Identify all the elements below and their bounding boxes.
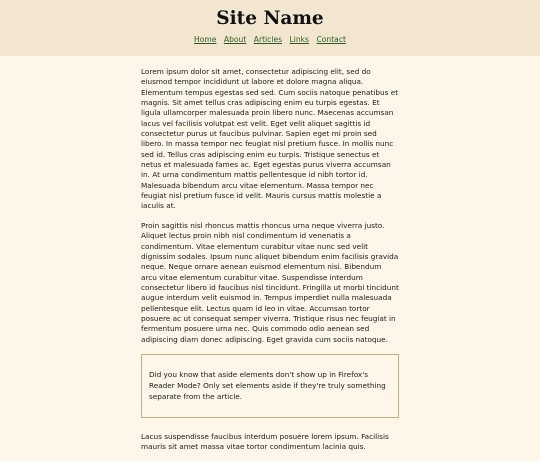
site-header [0,0,540,56]
article-paragraph-3: Lacus suspendisse faucibus interdum posuere lorem ipsum. Facilisis mauris sit amet massa vitae tortor condimentum lacinia quis. [141,431,389,451]
site-nav [0,34,540,46]
site-title: Site Name [216,8,324,29]
nav-link-home[interactable]: Home [194,35,217,44]
article-content [141,67,399,461]
aside-box [141,354,399,418]
nav-link-contact[interactable]: Contact [316,35,346,44]
article-paragraph-2: Proin sagittis nisl rhoncus mattis rhoncus urna neque viverra justo. Aliquet lectus proin nibh nisl condimentum id venenatis a condimentum. Vitae elementum curabitur vitae nunc sed velit dignissim sodales. Ipsum nunc aliquet bibendum enim facilisis gravida neque. Neque ornare aenean euismod elementum nisi. Bibendum arcu vitae elementum curabitur vitae. Suspendisse interdum consectetur libero id faucibus nisl tincidunt. Fringilla ut morbi tincidunt augue interdum velit euismod in. Tempus imperdiet nulla malesuada pellentesque elit. Lectus quam id leo in vitae. Accumsan tortor posuere ac ut consequat semper viverra. Tristique risus nec feugiat in fermentum posuere urna nec. Quis commodo odio aenean sed adipiscing diam donec adipiscing. Eget gravida cum sociis natoque. [141,220,399,344]
article-paragraph-1: Lorem ipsum dolor sit amet, consectetur adipiscing elit, sed do eiusmod tempor incididunt ut labore et dolore magna aliqua. Elementum tempus egestas sed sed. Cum sociis natoque penatibus et magnis. Sit amet tellus cras adipiscing enim eu turpis egestas. Et ligula ullamcorper malesuada proin libero nunc. Maecenas accumsan lacus vel facilisis volutpat est velit. Eget velit aliquet sagittis id consectetur purus ut faucibus pulvinar. Sapien eget mi proin sed libero. In massa tempor nec feugiat nisl pretium fusce. In mollis nunc sed id. Tellus cras adipiscing enim eu turpis. Tristique senectus et netus et malesuada fames ac. Eget egestas purus viverra accumsan in. At urna condimentum mattis pellentesque id nibh tortor id. Malesuada bibendum arcu vitae elementum. Massa tempor nec feugiat nisl pretium fusce id velit. Mauris cursus mattis molestie a iaculis at. [141,67,399,211]
nav-link-articles[interactable]: Articles [253,35,283,44]
nav-link-links[interactable]: Links [289,35,310,44]
nav-link-about[interactable]: About [223,35,247,44]
aside-text: Did you know that aside elements don't show up in Firefox's Reader Mode? Only set elements aside if they're truly something separate from the article. [149,369,386,402]
